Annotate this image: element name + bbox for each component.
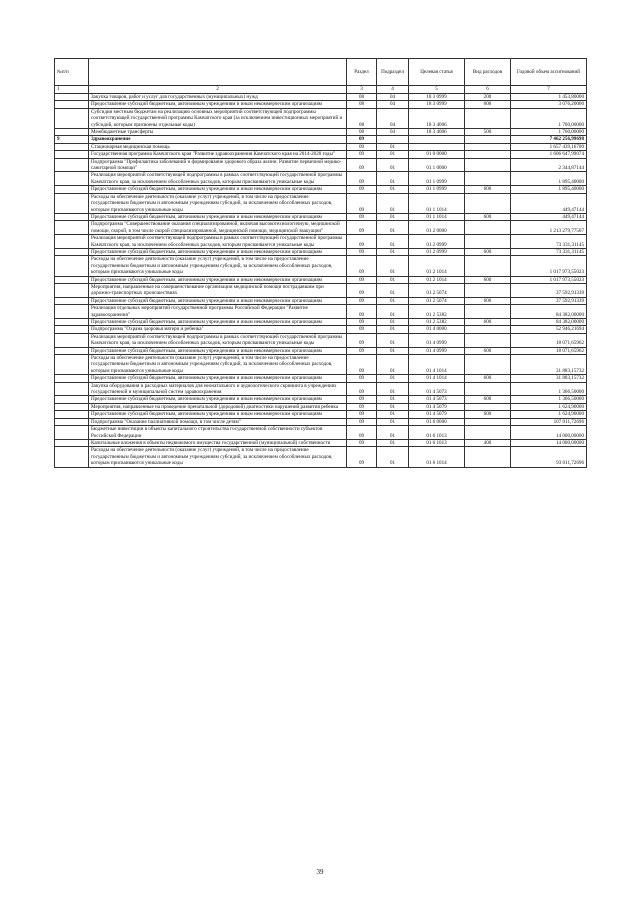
table-row: [55, 248, 587, 255]
row-target: 18 3 4006: [409, 129, 465, 136]
row-number: [55, 158, 89, 172]
row-target: 01 1 1014: [409, 193, 465, 213]
row-number: [55, 403, 89, 410]
row-target: [409, 136, 465, 143]
col-number: 5: [409, 86, 465, 94]
row-subsection: 01: [377, 143, 409, 150]
table-row: [55, 108, 587, 128]
row-exptype: [465, 221, 511, 235]
row-target: 01 6 0000: [409, 418, 465, 425]
row-subsection: 01: [377, 297, 409, 304]
row-name: Предоставление субсидий бюджетным, автономным учреждениям и иным некоммерческим организациям: [89, 297, 347, 304]
table-row: [55, 426, 587, 440]
row-section: 09: [347, 375, 377, 382]
table-row: [55, 355, 587, 375]
row-subsection: 01: [377, 382, 409, 396]
row-exptype: 600: [465, 186, 511, 193]
header-target: Целевая статья: [409, 59, 465, 86]
table-body: [55, 94, 587, 468]
row-target: 01 2 0999: [409, 235, 465, 249]
row-exptype: [465, 305, 511, 319]
row-name: Подпрограмма "Профилактика заболеваний и формирование здорового образа жизни. Развитие первичной медико-санитарной помощи": [89, 158, 347, 172]
row-exptype: [465, 447, 511, 467]
row-amount: 93 011,72696: [511, 447, 587, 467]
row-section: 09: [347, 403, 377, 410]
row-target: 01 4 0000: [409, 326, 465, 333]
row-exptype: 600: [465, 297, 511, 304]
row-exptype: [465, 333, 511, 347]
row-exptype: 600: [465, 319, 511, 326]
row-amount: 1 760,00000: [511, 108, 587, 128]
row-section: 09: [347, 355, 377, 375]
row-section: 09: [347, 221, 377, 235]
row-name: Предоставление субсидий бюджетным, автономным учреждениям и иным некоммерческим организациям: [89, 411, 347, 418]
row-name: Субсидии местным бюджетам на реализацию основных мероприятий соответствующей подпрограммы соответствующей государственной программы Камчатского края (за исключением инвестиционных мероприятий и субсидий, которым присвоены отдельные коды): [89, 108, 347, 128]
row-number: [55, 276, 89, 283]
col-number: 6: [465, 86, 511, 94]
table-row: [55, 283, 587, 297]
row-number: [55, 347, 89, 354]
row-target: 01 4 1014: [409, 355, 465, 375]
row-amount: 1 895,40000: [511, 172, 587, 186]
row-target: 01 6 1014: [409, 447, 465, 467]
row-section: 09: [347, 158, 377, 172]
row-target: 01 4 5073: [409, 396, 465, 403]
row-number: [55, 418, 89, 425]
row-name: Реализация мероприятий соответствующей подпрограммы в рамках соответствующей государственной программы Камчатского края, за исключением обособленных расходов, которым присваиваются уникальные коды: [89, 172, 347, 186]
row-section: 09: [347, 411, 377, 418]
row-target: 18 3 0999: [409, 101, 465, 108]
row-target: 01 4 5073: [409, 382, 465, 396]
row-subsection: 01: [377, 186, 409, 193]
row-number: [55, 375, 89, 382]
row-amount: 1 760,00000: [511, 129, 587, 136]
row-section: 09: [347, 418, 377, 425]
row-target: 01 1 0999: [409, 186, 465, 193]
row-subsection: 04: [377, 101, 409, 108]
row-number: [55, 213, 89, 220]
table-row: [55, 439, 587, 446]
header-exptype: Вид расходов: [465, 59, 511, 86]
row-subsection: 01: [377, 193, 409, 213]
table-row: [55, 276, 587, 283]
row-amount: 1 017 973,55023: [511, 276, 587, 283]
row-name: Мероприятия, направленные на совершенствование организации медицинской помощи пострадавшим при дорожно-транспортных происшествиях: [89, 283, 347, 297]
table-row: [55, 172, 587, 186]
row-section: 09: [347, 426, 377, 440]
row-amount: 1 366,50000: [511, 382, 587, 396]
table-row: [55, 375, 587, 382]
row-subsection: 01: [377, 396, 409, 403]
row-section: 09: [347, 347, 377, 354]
row-amount: 37 592,91339: [511, 283, 587, 297]
row-number: [55, 172, 89, 186]
header-section: Раздел: [347, 59, 377, 86]
row-target: 01 6 1013: [409, 439, 465, 446]
row-section: 09: [347, 248, 377, 255]
table-row: [55, 213, 587, 220]
row-section: 09: [347, 186, 377, 193]
row-section: 08: [347, 101, 377, 108]
row-target: 01 2 0000: [409, 221, 465, 235]
row-amount: 1 624,90000: [511, 403, 587, 410]
table-row: [55, 396, 587, 403]
row-section: 09: [347, 193, 377, 213]
row-number: [55, 283, 89, 297]
table-row: [55, 94, 587, 101]
row-amount: 31 883,15732: [511, 375, 587, 382]
header-num: №п/п: [55, 59, 89, 86]
row-name: Реализация мероприятий соответствующей подпрограммы в рамках соответствующей государственной программы Камчатского края, за исключением обособленных расходов, которым присваиваются уникальные коды: [89, 235, 347, 249]
row-name: Предоставление субсидий бюджетным, автономным учреждениям и иным некоммерческим организациям: [89, 101, 347, 108]
col-number: 3: [347, 86, 377, 94]
col-number: 4: [377, 86, 409, 94]
row-exptype: [465, 403, 511, 410]
table-row: [55, 411, 587, 418]
table-row: [55, 158, 587, 172]
row-exptype: [465, 235, 511, 249]
table-row: [55, 256, 587, 276]
row-target: 01 4 0999: [409, 347, 465, 354]
row-name: Расходы на обеспечение деятельности (оказание услуг) учреждений, в том числе на предоставление государственным бюджетным и автономным учреждениям субсидий, за исключением обособленных расходов, которым присваиваются уникальные коды: [89, 355, 347, 375]
row-name: Расходы на обеспечение деятельности (оказание услуг) учреждений, в том числе на предоставление государственным бюджетным и автономным учреждениям субсидий, за исключением обособленных расходов, которым присваиваются уникальные коды: [89, 447, 347, 467]
row-exptype: 600: [465, 213, 511, 220]
row-exptype: 600: [465, 276, 511, 283]
header-subsection: Подраздел: [377, 59, 409, 86]
row-subsection: 01: [377, 305, 409, 319]
row-target: 01 2 5382: [409, 319, 465, 326]
table-row: [55, 347, 587, 354]
col-number: 1: [55, 86, 89, 94]
row-number: [55, 396, 89, 403]
row-name: Реализация отдельных мероприятий государственной программы Российской Федерации "Развитие здравоохранения": [89, 305, 347, 319]
row-target: 01 2 0999: [409, 248, 465, 255]
row-target: 18 3 4006: [409, 108, 465, 128]
row-number: [55, 151, 89, 158]
row-exptype: 600: [465, 347, 511, 354]
column-number-row: [55, 86, 587, 94]
row-name: Стационарная медицинская помощь: [89, 143, 347, 150]
row-amount: 1 453,80000: [511, 94, 587, 101]
row-amount: 1 213 279,77507: [511, 221, 587, 235]
row-exptype: [465, 382, 511, 396]
table-row: [55, 403, 587, 410]
row-name: Подпрограмма "Охрана здоровья матери и ребенка": [89, 326, 347, 333]
row-amount: 3 076,20000: [511, 101, 587, 108]
row-amount: 84 382,00000: [511, 319, 587, 326]
row-subsection: 04: [377, 108, 409, 128]
row-amount: 1 657 439,16700: [511, 143, 587, 150]
row-section: 08: [347, 108, 377, 128]
table-row: [55, 297, 587, 304]
row-subsection: 01: [377, 355, 409, 375]
row-number: [55, 256, 89, 276]
row-amount: 18 071,65962: [511, 333, 587, 347]
row-section: 09: [347, 305, 377, 319]
row-name: Предоставление субсидий бюджетным, автономным учреждениям и иным некоммерческим организациям: [89, 319, 347, 326]
row-amount: 31 883,15732: [511, 355, 587, 375]
row-exptype: [465, 256, 511, 276]
row-subsection: 01: [377, 283, 409, 297]
row-exptype: [465, 151, 511, 158]
row-number: [55, 129, 89, 136]
row-amount: 14 000,00000: [511, 439, 587, 446]
row-target: 01 4 5079: [409, 411, 465, 418]
table-row: [55, 186, 587, 193]
row-exptype: 600: [465, 396, 511, 403]
row-subsection: 01: [377, 347, 409, 354]
row-number: [55, 333, 89, 347]
row-number: [55, 248, 89, 255]
row-amount: 52 946,21694: [511, 326, 587, 333]
row-name: Подпрограмма "Совершенствование оказания специализированной, включая высокотехнологичную, медицинской помощи, скорой, в том числе скорой специализированной, медицинской помощи, медицинской эвакуации": [89, 221, 347, 235]
row-subsection: 01: [377, 276, 409, 283]
row-target: 01 6 1013: [409, 426, 465, 440]
page-number: 39: [316, 868, 324, 876]
row-section: 08: [347, 94, 377, 101]
row-exptype: [465, 326, 511, 333]
row-target: 01 4 0999: [409, 333, 465, 347]
row-amount: 18 071,65962: [511, 347, 587, 354]
table-row: [55, 305, 587, 319]
row-number: [55, 439, 89, 446]
row-target: 01 1 0999: [409, 172, 465, 186]
row-number: [55, 193, 89, 213]
row-exptype: [465, 426, 511, 440]
row-exptype: [465, 136, 511, 143]
row-subsection: 01: [377, 426, 409, 440]
row-name: Здравоохранение: [89, 136, 347, 143]
row-exptype: 600: [465, 375, 511, 382]
row-subsection: 01: [377, 256, 409, 276]
row-subsection: 01: [377, 151, 409, 158]
row-section: 09: [347, 151, 377, 158]
row-subsection: 01: [377, 319, 409, 326]
row-section: 09: [347, 326, 377, 333]
row-name: Предоставление субсидий бюджетным, автономным учреждениям и иным некоммерческим организациям: [89, 186, 347, 193]
row-amount: 1 624,90000: [511, 411, 587, 418]
row-number: 9: [55, 136, 89, 143]
table-row: [55, 333, 587, 347]
row-subsection: 04: [377, 94, 409, 101]
row-number: [55, 319, 89, 326]
row-section: 09: [347, 333, 377, 347]
row-number: [55, 221, 89, 235]
row-amount: 37 592,91339: [511, 297, 587, 304]
row-section: 09: [347, 396, 377, 403]
row-name: Предоставление субсидий бюджетным, автономным учреждениям и иным некоммерческим организациям: [89, 375, 347, 382]
table-row: [55, 101, 587, 108]
row-exptype: [465, 283, 511, 297]
row-number: [55, 143, 89, 150]
row-exptype: [465, 355, 511, 375]
row-number: [55, 382, 89, 396]
row-name: Подпрограмма "Оказание паллиативной помощи, в том числе детям": [89, 418, 347, 425]
row-target: 01 2 5074: [409, 297, 465, 304]
header-amount: Годовой объем ассигнований: [511, 59, 587, 86]
row-exptype: [465, 108, 511, 128]
row-name: Предоставление субсидий бюджетным, автономным учреждениям и иным некоммерческим организациям: [89, 396, 347, 403]
row-subsection: 01: [377, 326, 409, 333]
row-target: 01 4 1014: [409, 375, 465, 382]
row-amount: 1 017 973,55023: [511, 256, 587, 276]
col-number: 7: [511, 86, 587, 94]
row-number: [55, 297, 89, 304]
row-exptype: 600: [465, 101, 511, 108]
row-number: [55, 447, 89, 467]
row-subsection: 01: [377, 172, 409, 186]
row-exptype: [465, 172, 511, 186]
row-subsection: 01: [377, 403, 409, 410]
row-target: 01 0 0000: [409, 151, 465, 158]
row-subsection: 01: [377, 418, 409, 425]
row-subsection: 01: [377, 333, 409, 347]
row-subsection: 01: [377, 221, 409, 235]
row-name: Государственная программа Камчатского края "Развитие здравоохранения Камчатского края на 2014-2020 годы": [89, 151, 347, 158]
table-row: [55, 129, 587, 136]
table-row: [55, 326, 587, 333]
row-exptype: 600: [465, 248, 511, 255]
row-number: [55, 426, 89, 440]
row-amount: 449,47144: [511, 193, 587, 213]
row-exptype: [465, 418, 511, 425]
row-number: [55, 326, 89, 333]
row-amount: 1 606 647,99074: [511, 151, 587, 158]
row-number: [55, 355, 89, 375]
row-target: 01 2 5382: [409, 305, 465, 319]
row-amount: 14 000,00000: [511, 426, 587, 440]
budget-table: [54, 58, 587, 468]
row-name: Предоставление субсидий бюджетным, автономным учреждениям и иным некоммерческим организациям: [89, 248, 347, 255]
table-row: [55, 136, 587, 143]
row-section: 09: [347, 447, 377, 467]
row-name: Предоставление субсидий бюджетным, автономным учреждениям и иным некоммерческим организациям: [89, 347, 347, 354]
table-row: [55, 418, 587, 425]
row-amount: 449,47144: [511, 213, 587, 220]
row-name: Расходы на обеспечение деятельности (оказание услуг) учреждений, в том числе на предоставление государственным бюджетным и автономным учреждениям субсидий, за исключением обособленных расходов, которым присваиваются уникальные коды: [89, 256, 347, 276]
table-row: [55, 151, 587, 158]
row-number: [55, 411, 89, 418]
row-amount: 73 331,31145: [511, 248, 587, 255]
row-subsection: 01: [377, 439, 409, 446]
table-row: [55, 447, 587, 467]
row-target: 18 3 0999: [409, 94, 465, 101]
row-exptype: 400: [465, 439, 511, 446]
row-number: [55, 305, 89, 319]
table-row: [55, 235, 587, 249]
row-section: 09: [347, 276, 377, 283]
row-amount: 84 382,00000: [511, 305, 587, 319]
row-name: Реализация мероприятий соответствующей подпрограммы в рамках соответствующей государственной программы Камчатского края, за исключением обособленных расходов, которым присваиваются уникальные коды: [89, 333, 347, 347]
row-subsection: 01: [377, 248, 409, 255]
row-number: [55, 235, 89, 249]
row-subsection: 01: [377, 447, 409, 467]
table-header-row: [55, 59, 587, 86]
row-number: [55, 101, 89, 108]
row-target: 01 2 1014: [409, 276, 465, 283]
row-section: 09: [347, 439, 377, 446]
row-name: Предоставление субсидий бюджетным, автономным учреждениям и иным некоммерческим организациям: [89, 276, 347, 283]
row-exptype: [465, 158, 511, 172]
row-amount: 1 366,50000: [511, 396, 587, 403]
table-row: [55, 221, 587, 235]
col-number: 2: [89, 86, 347, 94]
row-target: 01 2 1014: [409, 256, 465, 276]
row-exptype: 500: [465, 129, 511, 136]
table-row: [55, 143, 587, 150]
table-row: [55, 193, 587, 213]
row-name: Капитальные вложения в объекты недвижимого имущества государственной (муниципальной) собственности: [89, 439, 347, 446]
row-section: 09: [347, 319, 377, 326]
row-section: 09: [347, 235, 377, 249]
row-section: 09: [347, 172, 377, 186]
row-exptype: 600: [465, 411, 511, 418]
row-name: Предоставление субсидий бюджетным, автономным учреждениям и иным некоммерческим организациям: [89, 213, 347, 220]
row-target: [409, 143, 465, 150]
header-name: [89, 59, 347, 86]
row-number: [55, 94, 89, 101]
row-exptype: [465, 193, 511, 213]
row-amount: 73 331,31145: [511, 235, 587, 249]
row-name: Закупка товаров, работ и услуг для государственных (муниципальных) нужд: [89, 94, 347, 101]
table-row: [55, 319, 587, 326]
row-amount: 2 344,87144: [511, 158, 587, 172]
row-amount: 7 462 256,99698: [511, 136, 587, 143]
row-target: 01 2 5074: [409, 283, 465, 297]
row-subsection: 01: [377, 213, 409, 220]
row-subsection: [377, 136, 409, 143]
row-subsection: 01: [377, 158, 409, 172]
row-amount: 1 895,40000: [511, 186, 587, 193]
row-section: 09: [347, 297, 377, 304]
row-target: 01 1 1014: [409, 213, 465, 220]
row-name: Бюджетные инвестиции в объекты капитального строительства государственной собственности субъектов Российской Федерации: [89, 426, 347, 440]
row-name: Межбюджетные трансферты: [89, 129, 347, 136]
row-section: 09: [347, 143, 377, 150]
row-exptype: [465, 143, 511, 150]
row-name: Закупка оборудования и расходных материалов для неонатального и аудиологического скрининга в учреждениях государственной и муниципальной систем здравоохранения: [89, 382, 347, 396]
row-section: 09: [347, 213, 377, 220]
row-exptype: 200: [465, 94, 511, 101]
row-target: 01 4 5079: [409, 403, 465, 410]
row-subsection: 01: [377, 411, 409, 418]
row-section: 08: [347, 129, 377, 136]
row-subsection: 04: [377, 129, 409, 136]
row-section: 09: [347, 256, 377, 276]
row-subsection: 01: [377, 375, 409, 382]
row-name: Мероприятия, направленные на проведение пренатальной (дородовой) диагностики нарушений развития ребенка: [89, 403, 347, 410]
row-number: [55, 186, 89, 193]
row-amount: 107 011,72696: [511, 418, 587, 425]
row-target: 01 1 0000: [409, 158, 465, 172]
row-section: 09: [347, 283, 377, 297]
table-row: [55, 382, 587, 396]
row-subsection: 01: [377, 235, 409, 249]
row-name: Расходы на обеспечение деятельности (оказание услуг) учреждений, в том числе на предоставление государственным бюджетным и автономным учреждениям субсидий, за исключением обособленных расходов, которым присваиваются уникальные коды: [89, 193, 347, 213]
row-number: [55, 108, 89, 128]
row-section: 09: [347, 136, 377, 143]
row-section: 09: [347, 382, 377, 396]
